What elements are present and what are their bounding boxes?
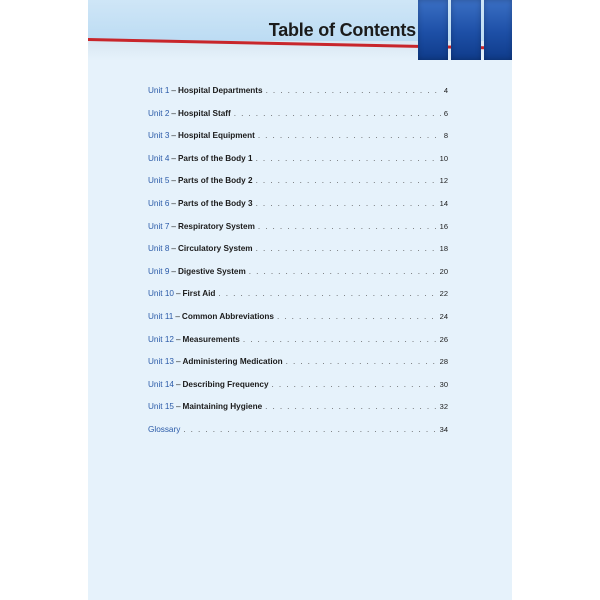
toc-separator: – xyxy=(171,153,176,163)
toc-unit-title: Parts of the Body 1 xyxy=(177,153,253,163)
toc-page-number: 10 xyxy=(439,153,448,163)
toc-entry[interactable] xyxy=(148,357,448,380)
toc-unit-title: Administering Medication xyxy=(182,357,283,367)
toc-page-number: 24 xyxy=(439,311,448,321)
toc-unit-title: Digestive System xyxy=(177,266,246,276)
toc-leader-dots xyxy=(265,402,437,411)
toc-unit-label: Unit 9 xyxy=(148,266,170,276)
toc-unit-label: Unit 14 xyxy=(148,379,174,389)
toc-unit-title: First Aid xyxy=(182,289,216,299)
toc-unit-label: Unit 12 xyxy=(148,334,174,344)
blue-blocks-decoration xyxy=(418,0,512,60)
toc-entry[interactable] xyxy=(148,109,448,132)
toc-separator: – xyxy=(175,402,181,412)
toc-unit-label: Unit 4 xyxy=(148,153,170,163)
toc-leader-dots xyxy=(272,380,437,389)
toc-unit-title: Hospital Departments xyxy=(177,86,263,95)
toc-separator: – xyxy=(171,131,176,141)
toc-page-number: 30 xyxy=(439,379,448,389)
toc-separator: – xyxy=(175,334,181,344)
blue-block xyxy=(484,0,512,60)
toc-unit-label: Unit 10 xyxy=(148,289,174,299)
toc-page-number: 14 xyxy=(439,198,448,208)
toc-unit-title: Hospital Equipment xyxy=(177,131,255,141)
toc-entry[interactable] xyxy=(148,244,448,267)
toc-page-number: 4 xyxy=(443,86,448,95)
toc-unit-title: Parts of the Body 3 xyxy=(177,198,253,208)
toc-page-number: 20 xyxy=(439,266,448,276)
toc-unit-label: Unit 7 xyxy=(148,221,170,231)
toc-page-number: 6 xyxy=(443,108,448,118)
toc-page-number: 22 xyxy=(439,289,448,299)
toc-entry[interactable] xyxy=(148,335,448,358)
toc-unit-title: Common Abbreviations xyxy=(181,311,274,321)
toc-separator: – xyxy=(171,198,176,208)
toc-unit-title: Parts of the Body 2 xyxy=(177,176,253,186)
toc-leader-dots xyxy=(258,131,441,140)
toc-page-number: 32 xyxy=(439,402,448,412)
toc-entry[interactable] xyxy=(148,154,448,177)
toc-leader-dots xyxy=(286,357,437,366)
toc-page-number: 12 xyxy=(439,176,448,186)
toc-leader-dots xyxy=(183,425,436,434)
toc-leader-dots xyxy=(256,154,437,163)
toc-page-number: 26 xyxy=(439,334,448,344)
toc-entry[interactable] xyxy=(148,86,448,109)
toc-separator: – xyxy=(171,266,176,276)
toc-page-number: 18 xyxy=(439,244,448,254)
toc-entry[interactable] xyxy=(148,312,448,335)
toc-separator: – xyxy=(175,379,181,389)
toc-leader-dots xyxy=(234,109,441,118)
toc-separator: – xyxy=(171,86,176,95)
toc-entry[interactable] xyxy=(148,267,448,290)
toc-unit-label: Unit 8 xyxy=(148,244,170,254)
toc-page-number: 28 xyxy=(439,357,448,367)
toc-separator: – xyxy=(171,244,176,254)
toc-leader-dots xyxy=(256,176,437,185)
page-title: Table of Contents xyxy=(268,20,416,40)
toc-entry-glossary[interactable] xyxy=(148,425,448,448)
table-of-contents xyxy=(148,86,448,448)
toc-page-number: 16 xyxy=(439,221,448,231)
toc-separator: – xyxy=(175,311,180,321)
toc-unit-title: Respiratory System xyxy=(177,221,255,231)
toc-unit-label: Unit 6 xyxy=(148,198,170,208)
toc-unit-title: Maintaining Hygiene xyxy=(182,402,263,412)
toc-leader-dots xyxy=(266,86,441,95)
toc-entry[interactable] xyxy=(148,380,448,403)
toc-page-number: 34 xyxy=(439,424,448,434)
toc-leader-dots xyxy=(249,267,437,276)
toc-glossary-label: Glossary xyxy=(148,424,181,434)
toc-unit-title: Measurements xyxy=(182,334,240,344)
toc-unit-label: Unit 3 xyxy=(148,131,170,141)
toc-separator: – xyxy=(171,108,176,118)
toc-entry[interactable] xyxy=(148,131,448,154)
toc-separator: – xyxy=(175,289,181,299)
document-page xyxy=(88,0,512,600)
toc-unit-label: Unit 1 xyxy=(148,86,170,95)
toc-entry[interactable] xyxy=(148,289,448,312)
toc-unit-label: Unit 5 xyxy=(148,176,170,186)
toc-entry[interactable] xyxy=(148,199,448,222)
toc-entry[interactable] xyxy=(148,176,448,199)
toc-unit-label: Unit 13 xyxy=(148,357,174,367)
toc-entry[interactable] xyxy=(148,402,448,425)
blue-block xyxy=(418,0,448,60)
toc-leader-dots xyxy=(258,222,437,231)
blue-block xyxy=(451,0,481,60)
toc-unit-title: Describing Frequency xyxy=(182,379,269,389)
toc-separator: – xyxy=(171,221,176,231)
toc-leader-dots xyxy=(256,244,437,253)
toc-page-number: 8 xyxy=(443,131,448,141)
toc-leader-dots xyxy=(243,335,437,344)
toc-separator: – xyxy=(171,176,176,186)
toc-unit-title: Hospital Staff xyxy=(177,108,231,118)
toc-leader-dots xyxy=(256,199,437,208)
toc-unit-label: Unit 11 xyxy=(148,311,174,321)
toc-entry[interactable] xyxy=(148,222,448,245)
toc-leader-dots xyxy=(277,312,437,321)
toc-leader-dots xyxy=(218,289,436,298)
toc-unit-title: Circulatory System xyxy=(177,244,253,254)
toc-unit-label: Unit 2 xyxy=(148,108,170,118)
toc-separator: – xyxy=(175,357,181,367)
toc-unit-label: Unit 15 xyxy=(148,402,174,412)
